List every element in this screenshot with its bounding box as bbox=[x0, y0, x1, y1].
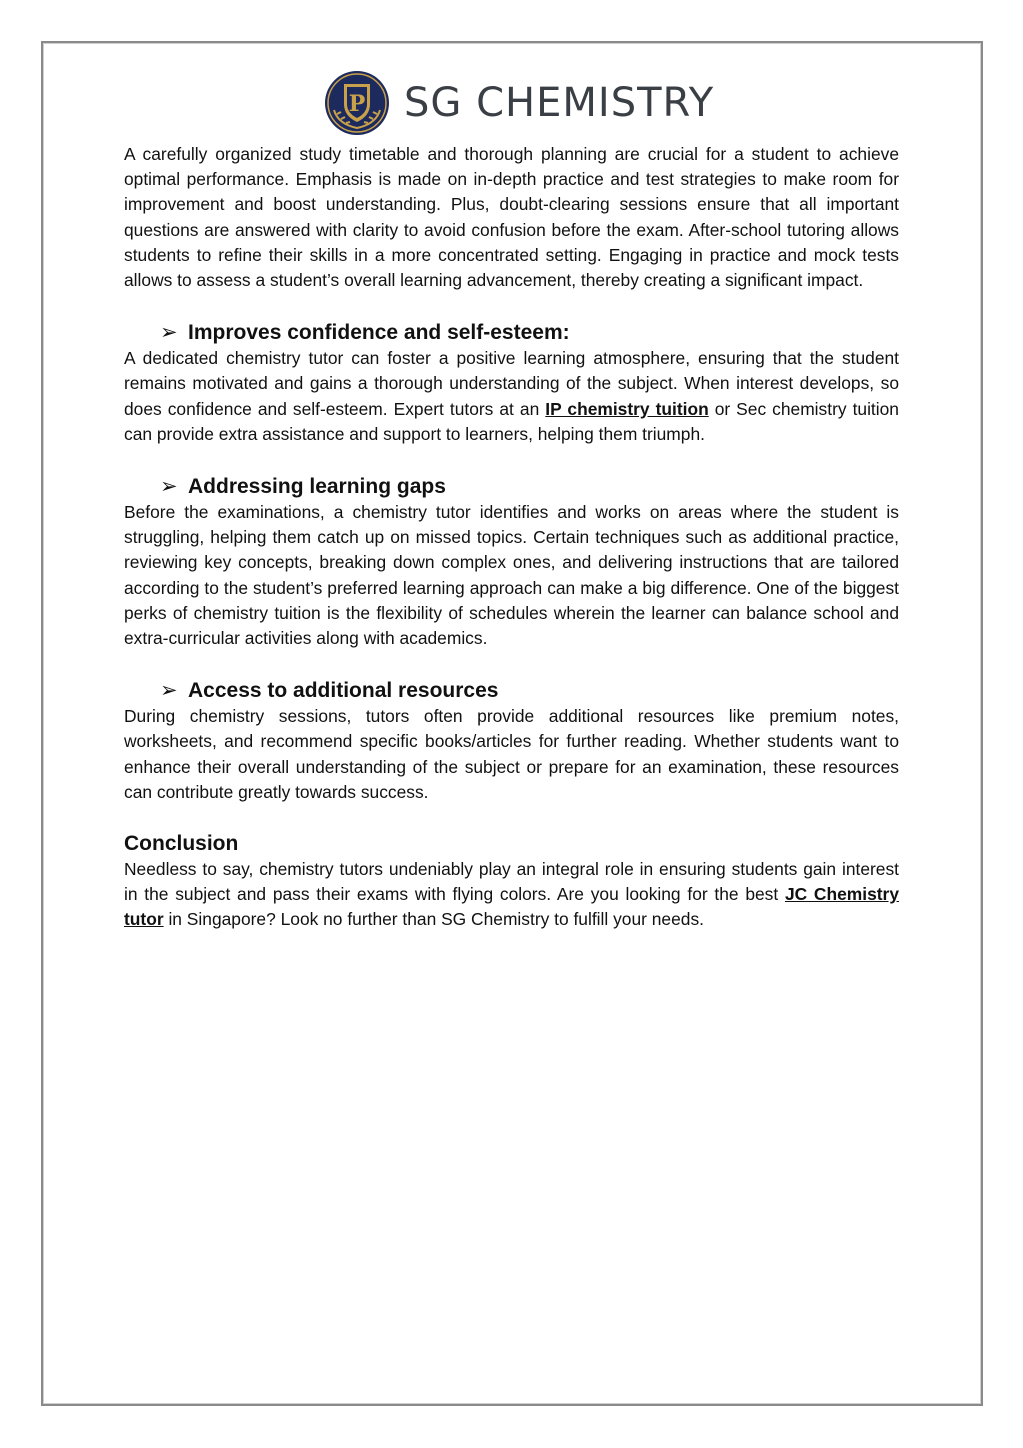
jc-chemistry-tutor-link[interactable]: JC Chemistry tutor bbox=[124, 884, 899, 930]
section-heading bbox=[124, 319, 899, 346]
arrow-bullet-icon: ➢ bbox=[160, 678, 178, 703]
section-heading bbox=[124, 473, 899, 500]
arrow-bullet-icon: ➢ bbox=[160, 320, 178, 345]
section-title: Addressing learning gaps bbox=[188, 475, 446, 499]
ip-chemistry-tuition-link[interactable]: IP chemistry tuition bbox=[545, 398, 709, 419]
section-heading bbox=[124, 677, 899, 704]
intro-paragraph: A carefully organized study timetable and thorough planning are crucial for a student to achieve optimal performance. Emphasis is made on in-depth practice and test strategies to make room for improvement and boost understanding. Plus, doubt-clearing sessions ensure that all important questions are answered with clarity to avoid confusion before the exam. After-school tutoring allows students to refine their skills in a more concentrated setting. Engaging in practice and mock tests allows to assess a student’s overall learning advancement, thereby creating a significant impact. bbox=[124, 144, 899, 291]
conclusion-heading: Conclusion bbox=[124, 832, 239, 856]
section-paragraph: Before the examinations, a chemistry tutor identifies and works on areas where the student is struggling, helping them catch up on missed topics. Certain techniques such as additional practice, reviewing key concepts, breaking down complex ones, and delivering instructions that are tailored according to the student’s preferred learning approach can make a big difference. One of the biggest perks of chemistry tuition is the flexibility of schedules wherein the learner can balance school and extra-curricular activities along with academics. bbox=[124, 502, 899, 649]
shield-emblem-icon bbox=[324, 70, 390, 136]
arrow-bullet-icon: ➢ bbox=[160, 474, 178, 499]
emblem-letter: P bbox=[348, 91, 366, 117]
section-title: Improves confidence and self-esteem: bbox=[188, 321, 570, 345]
document-body bbox=[124, 142, 899, 933]
brand-name: SG CHEMISTRY bbox=[404, 80, 715, 126]
conclusion-paragraph: Needless to say, chemistry tutors undeniably play an integral role in ensuring students gain interest in the subject and pass their exams with flying colors. Are you looking for the best JC Chemistry tutor in Singapore? Look no further than SG Chemistry to fulfill your needs. bbox=[124, 859, 899, 930]
section-paragraph: A dedicated chemistry tutor can foster a positive learning atmosphere, ensuring that the student remains motivated and gains a thorough understanding of the subject. When interest develops, so does confidence and self-esteem. Expert tutors at an IP chemistry tuition or Sec chemistry tuition can provide extra assistance and support to learners, helping them triumph. bbox=[124, 348, 899, 444]
section-title: Access to additional resources bbox=[188, 679, 499, 703]
section-paragraph: During chemistry sessions, tutors often provide additional resources like premium notes, worksheets, and recommend specific books/articles for further reading. Whether students want to enhance their overall understanding of the subject or prepare for an examination, these resources can contribute greatly towards success. bbox=[124, 706, 899, 802]
brand-logo bbox=[324, 70, 714, 136]
